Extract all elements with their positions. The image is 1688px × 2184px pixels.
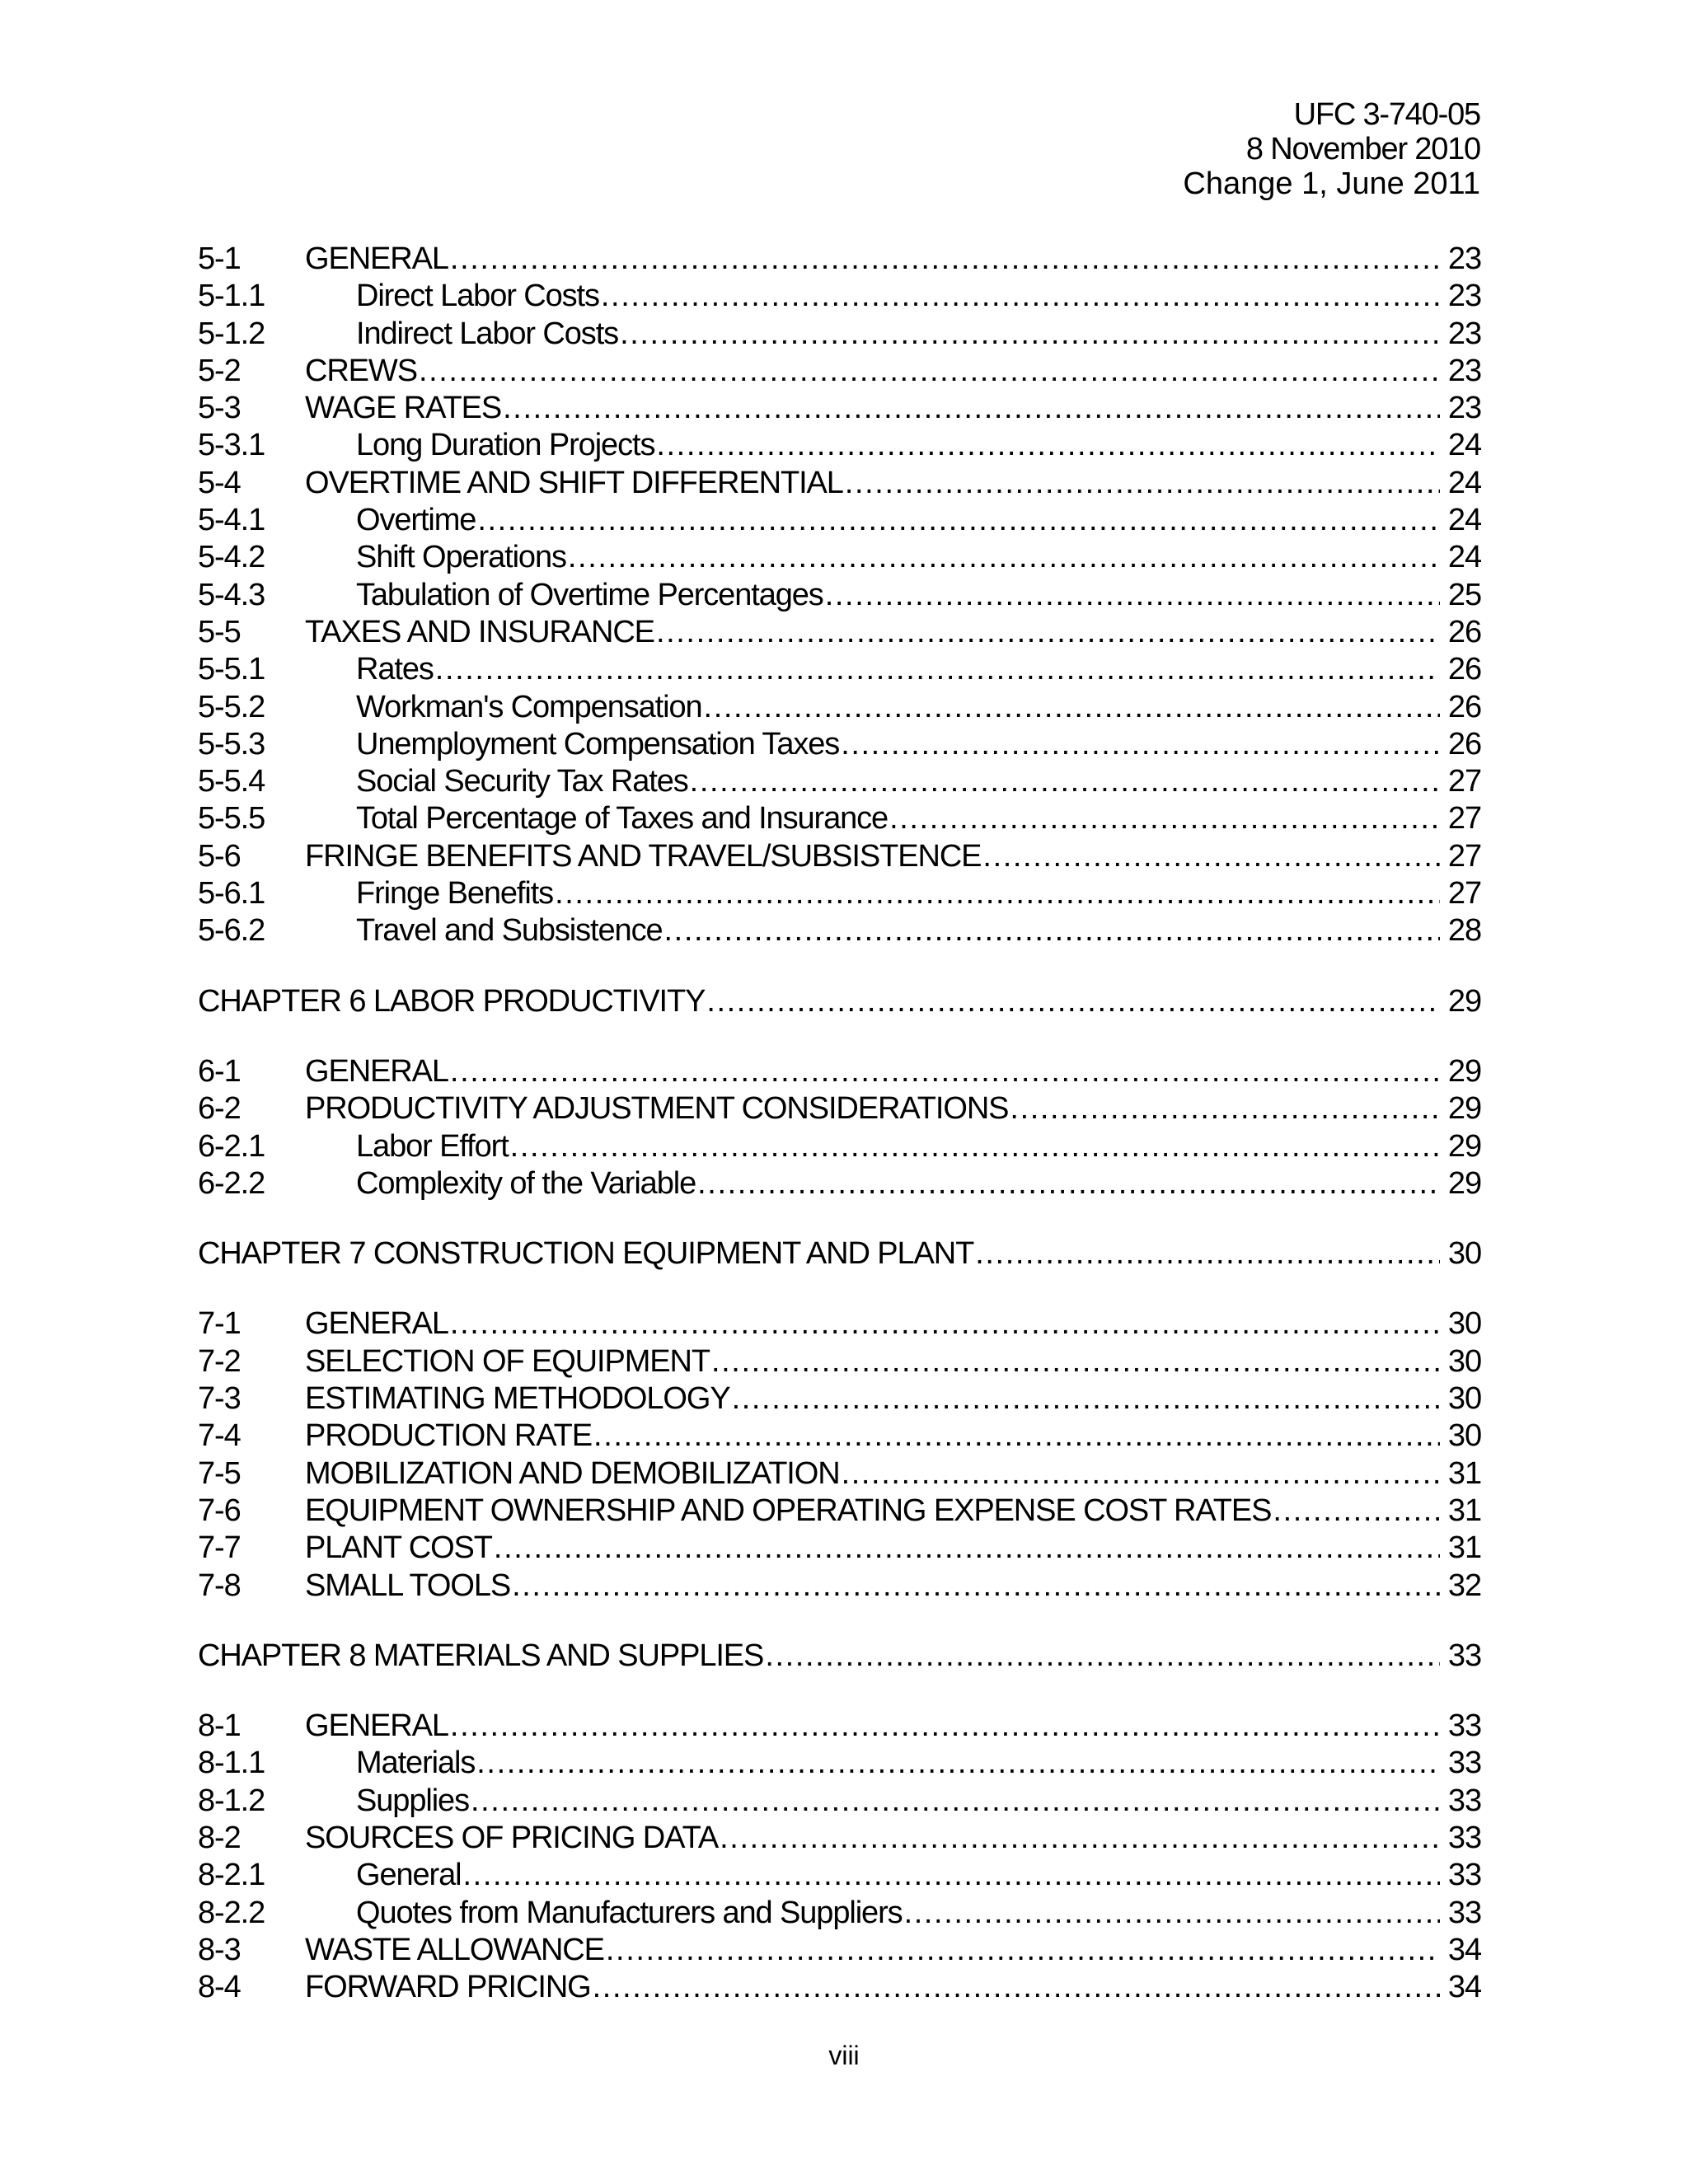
toc-page-number: 27 bbox=[1447, 838, 1481, 874]
dot-leader bbox=[720, 1820, 1440, 1857]
toc-entry bbox=[198, 1455, 1481, 1493]
dot-leader bbox=[593, 1418, 1440, 1455]
toc-section-number: 8-1 bbox=[198, 1708, 241, 1744]
dot-leader bbox=[975, 1235, 1440, 1272]
document-id: UFC 3-740-05 bbox=[1293, 97, 1480, 132]
dot-leader bbox=[568, 539, 1440, 576]
dot-leader bbox=[664, 912, 1441, 949]
toc-section-number: 8-2.1 bbox=[198, 1858, 265, 1893]
toc-page-number: 30 bbox=[1447, 1306, 1481, 1342]
dot-leader bbox=[765, 1638, 1440, 1675]
toc-section-title: OVERTIME AND SHIFT DIFFERENTIAL bbox=[305, 465, 843, 500]
toc-page-number: 33 bbox=[1447, 1746, 1481, 1781]
toc-page-number: 23 bbox=[1447, 241, 1481, 276]
toc-section-title: General bbox=[356, 1858, 462, 1893]
toc-section-title: GENERAL bbox=[305, 241, 448, 276]
dot-leader bbox=[601, 278, 1440, 315]
toc-section-number: 7-8 bbox=[198, 1568, 241, 1603]
toc-section-title: Total Percentage of Taxes and Insurance bbox=[356, 801, 889, 837]
dot-leader bbox=[463, 1857, 1441, 1894]
toc-section-number: 7-3 bbox=[198, 1381, 241, 1417]
toc-page-number: 31 bbox=[1447, 1530, 1481, 1566]
toc-section-title: Travel and Subsistence bbox=[356, 913, 663, 949]
toc-page-number: 24 bbox=[1447, 428, 1481, 463]
dot-leader bbox=[435, 651, 1440, 688]
toc-chapter-row bbox=[198, 1638, 1481, 1675]
toc-page-number: 26 bbox=[1447, 614, 1481, 649]
document-date: 8 November 2010 bbox=[1245, 132, 1480, 166]
toc-entry bbox=[198, 1305, 1481, 1343]
dot-leader bbox=[904, 1895, 1440, 1932]
toc-section-title: Materials bbox=[356, 1746, 476, 1781]
toc-page-number: 31 bbox=[1447, 1493, 1481, 1528]
toc-section-title: WAGE RATES bbox=[305, 391, 502, 426]
toc-section-title: FORWARD PRICING bbox=[305, 1970, 591, 2005]
toc-chapter-title: CHAPTER 8 MATERIALS AND SUPPLIES bbox=[198, 1638, 764, 1673]
toc-entry bbox=[198, 539, 1481, 576]
toc-page-number: 28 bbox=[1447, 913, 1481, 949]
dot-leader bbox=[476, 1745, 1440, 1782]
toc-section-title: Rates bbox=[356, 652, 434, 687]
toc-section-number: 8-3 bbox=[198, 1932, 241, 1967]
dot-leader bbox=[732, 1380, 1440, 1418]
toc-entry bbox=[198, 1343, 1481, 1380]
toc-section-number: 6-2 bbox=[198, 1091, 241, 1127]
toc-section-title: Shift Operations bbox=[356, 540, 566, 575]
toc-section-number: 5-2 bbox=[198, 353, 241, 388]
toc-entry bbox=[198, 577, 1481, 614]
toc-section-title: WASTE ALLOWANCE bbox=[305, 1932, 604, 1967]
toc-entry bbox=[198, 1745, 1481, 1782]
toc-page-number: 23 bbox=[1447, 391, 1481, 426]
dot-leader bbox=[704, 689, 1440, 726]
toc-entry-group bbox=[198, 1305, 1481, 1604]
dot-leader bbox=[477, 502, 1440, 539]
toc-section-number: 5-6 bbox=[198, 838, 241, 874]
dot-leader bbox=[419, 353, 1440, 390]
document-header bbox=[1183, 97, 1480, 201]
toc-section-number: 5-6.2 bbox=[198, 913, 265, 949]
toc-page-number: 30 bbox=[1447, 1381, 1481, 1417]
toc-chapter-heading bbox=[198, 983, 1481, 1020]
toc-entry bbox=[198, 1932, 1481, 1969]
toc-page-number: 29 bbox=[1447, 983, 1481, 1019]
dot-leader bbox=[512, 1568, 1440, 1605]
toc-entry bbox=[198, 1895, 1481, 1932]
toc-section-title: SELECTION OF EQUIPMENT bbox=[305, 1343, 710, 1379]
toc-entry bbox=[198, 1493, 1481, 1530]
dot-leader bbox=[982, 838, 1440, 875]
dot-leader bbox=[450, 1053, 1440, 1090]
toc-page-number: 29 bbox=[1447, 1053, 1481, 1089]
toc-entry bbox=[198, 1530, 1481, 1567]
toc-section-title: TAXES AND INSURANCE bbox=[305, 614, 654, 649]
toc-section-number: 7-5 bbox=[198, 1455, 241, 1491]
toc-page-number: 33 bbox=[1447, 1820, 1481, 1855]
toc-page-number: 26 bbox=[1447, 652, 1481, 687]
toc-entry bbox=[198, 1820, 1481, 1857]
toc-entry bbox=[198, 241, 1481, 278]
toc-section-title: GENERAL bbox=[305, 1306, 448, 1342]
toc-section-title: Workman's Compensation bbox=[356, 689, 702, 724]
toc-entry bbox=[198, 875, 1481, 912]
toc-page-number: 26 bbox=[1447, 726, 1481, 762]
dot-leader bbox=[706, 983, 1440, 1020]
toc-chapter-row bbox=[198, 983, 1481, 1020]
dot-leader bbox=[825, 577, 1440, 614]
toc-section-title: PLANT COST bbox=[305, 1530, 492, 1566]
dot-leader bbox=[450, 1305, 1440, 1343]
toc-section-title: SMALL TOOLS bbox=[305, 1568, 511, 1603]
toc-entry bbox=[198, 1568, 1481, 1605]
toc-section-title: SOURCES OF PRICING DATA bbox=[305, 1820, 719, 1855]
toc-section-title: Complexity of the Variable bbox=[356, 1165, 696, 1201]
toc-entry bbox=[198, 353, 1481, 390]
toc-section-number: 7-1 bbox=[198, 1306, 241, 1342]
toc-entry bbox=[198, 316, 1481, 353]
toc-page-number: 25 bbox=[1447, 577, 1481, 612]
toc-entry bbox=[198, 278, 1481, 315]
toc-section-number: 5-6.1 bbox=[198, 876, 265, 912]
toc-section-number: 5-5 bbox=[198, 614, 241, 649]
toc-page-number: 24 bbox=[1447, 503, 1481, 538]
toc-entry bbox=[198, 838, 1481, 875]
dot-leader bbox=[503, 390, 1440, 427]
toc-page-number: 34 bbox=[1447, 1932, 1481, 1967]
toc-entry bbox=[198, 763, 1481, 800]
toc-entry bbox=[198, 912, 1481, 949]
dot-leader bbox=[620, 316, 1440, 353]
toc-entry bbox=[198, 1380, 1481, 1418]
toc-section-number: 8-2 bbox=[198, 1820, 241, 1855]
toc-chapter-heading bbox=[198, 1235, 1481, 1272]
toc-section-title: PRODUCTIVITY ADJUSTMENT CONSIDERATIONS bbox=[305, 1091, 1009, 1127]
toc-section-title: MOBILIZATION AND DEMOBILIZATION bbox=[305, 1455, 840, 1491]
toc-section-number: 5-3.1 bbox=[198, 428, 265, 463]
toc-section-number: 5-4.2 bbox=[198, 540, 265, 575]
toc-section-number: 5-4 bbox=[198, 465, 241, 500]
toc-section-title: FRINGE BENEFITS AND TRAVEL/SUBSISTENCE bbox=[305, 838, 982, 874]
toc-section-title: Supplies bbox=[356, 1783, 469, 1818]
toc-section-number: 5-5.5 bbox=[198, 801, 265, 837]
toc-page-number: 32 bbox=[1447, 1568, 1481, 1603]
toc-chapter-row bbox=[198, 1235, 1481, 1272]
dot-leader bbox=[494, 1530, 1440, 1567]
toc-section-title: GENERAL bbox=[305, 1053, 448, 1089]
toc-page-number: 29 bbox=[1447, 1091, 1481, 1127]
table-of-contents bbox=[198, 241, 1481, 2006]
page-number: viii bbox=[828, 2041, 860, 2070]
toc-page-number: 33 bbox=[1447, 1708, 1481, 1744]
toc-section-number: 5-5.3 bbox=[198, 726, 265, 762]
toc-section-title: EQUIPMENT OWNERSHIP AND OPERATING EXPENSE COST RATES bbox=[305, 1493, 1272, 1528]
dot-leader bbox=[593, 1969, 1440, 2006]
toc-entry bbox=[198, 800, 1481, 837]
toc-section-number: 5-5.2 bbox=[198, 689, 265, 724]
toc-page-number: 34 bbox=[1447, 1970, 1481, 2005]
toc-page-number: 23 bbox=[1447, 353, 1481, 388]
toc-section-number: 8-4 bbox=[198, 1970, 241, 2005]
dot-leader bbox=[1010, 1090, 1440, 1127]
toc-section-title: Social Security Tax Rates bbox=[356, 764, 688, 799]
dot-leader bbox=[1273, 1493, 1440, 1530]
toc-page-number: 23 bbox=[1447, 316, 1481, 351]
toc-page-number: 27 bbox=[1447, 801, 1481, 837]
toc-section-number: 7-2 bbox=[198, 1343, 241, 1379]
toc-entry bbox=[198, 1783, 1481, 1820]
toc-section-title: Indirect Labor Costs bbox=[356, 316, 619, 351]
toc-entry bbox=[198, 1165, 1481, 1202]
toc-section-number: 6-2.2 bbox=[198, 1165, 265, 1201]
toc-section-number: 5-1.1 bbox=[198, 279, 265, 314]
toc-section-number: 5-4.1 bbox=[198, 503, 265, 538]
dot-leader bbox=[711, 1343, 1440, 1380]
dot-leader bbox=[555, 875, 1440, 912]
dot-leader bbox=[510, 1128, 1440, 1165]
toc-entry bbox=[198, 390, 1481, 427]
toc-section-title: Overtime bbox=[356, 503, 476, 538]
toc-entry bbox=[198, 726, 1481, 763]
toc-section-title: Unemployment Compensation Taxes bbox=[356, 726, 840, 762]
dot-leader bbox=[690, 763, 1440, 800]
dot-leader bbox=[656, 427, 1440, 464]
toc-chapter-heading bbox=[198, 1638, 1481, 1675]
toc-section-title: CREWS bbox=[305, 353, 417, 388]
toc-section-title: ESTIMATING METHODOLOGY bbox=[305, 1381, 730, 1417]
toc-page-number: 29 bbox=[1447, 1128, 1481, 1164]
toc-section-number: 5-3 bbox=[198, 391, 241, 426]
toc-section-title: Labor Effort bbox=[356, 1128, 509, 1164]
dot-leader bbox=[656, 614, 1440, 651]
toc-page-number: 30 bbox=[1447, 1236, 1481, 1272]
toc-page-number: 33 bbox=[1447, 1783, 1481, 1818]
toc-entry bbox=[198, 1969, 1481, 2006]
toc-page-number: 33 bbox=[1447, 1858, 1481, 1893]
dot-leader bbox=[841, 726, 1440, 763]
toc-entry bbox=[198, 502, 1481, 539]
toc-section-number: 5-1 bbox=[198, 241, 241, 276]
toc-section-number: 7-6 bbox=[198, 1493, 241, 1528]
toc-section-number: 8-1.2 bbox=[198, 1783, 265, 1818]
dot-leader bbox=[845, 465, 1440, 502]
toc-section-number: 5-5.1 bbox=[198, 652, 265, 687]
toc-entry bbox=[198, 1418, 1481, 1455]
toc-page-number: 24 bbox=[1447, 465, 1481, 500]
toc-section-number: 7-7 bbox=[198, 1530, 241, 1566]
dot-leader bbox=[450, 241, 1440, 278]
dot-leader bbox=[889, 800, 1440, 837]
toc-section-number: 6-2.1 bbox=[198, 1128, 265, 1164]
toc-section-title: Long Duration Projects bbox=[356, 428, 655, 463]
toc-entry bbox=[198, 689, 1481, 726]
toc-section-number: 5-4.3 bbox=[198, 577, 265, 612]
toc-page-number: 24 bbox=[1447, 540, 1481, 575]
toc-page-number: 23 bbox=[1447, 279, 1481, 314]
toc-section-title: Quotes from Manufacturers and Suppliers bbox=[356, 1895, 903, 1930]
toc-entry bbox=[198, 651, 1481, 688]
toc-entry-group bbox=[198, 241, 1481, 950]
dot-leader bbox=[606, 1932, 1440, 1969]
toc-page-number: 30 bbox=[1447, 1418, 1481, 1454]
dot-leader bbox=[842, 1455, 1440, 1493]
toc-section-title: GENERAL bbox=[305, 1708, 448, 1744]
toc-section-number: 5-1.2 bbox=[198, 316, 265, 351]
toc-entry bbox=[198, 1053, 1481, 1090]
toc-chapter-title: CHAPTER 7 CONSTRUCTION EQUIPMENT AND PLANT bbox=[198, 1236, 974, 1272]
toc-chapter-title: CHAPTER 6 LABOR PRODUCTIVITY bbox=[198, 983, 706, 1019]
toc-section-number: 5-5.4 bbox=[198, 764, 265, 799]
toc-page-number: 33 bbox=[1447, 1638, 1481, 1673]
toc-entry bbox=[198, 427, 1481, 464]
toc-page-number: 30 bbox=[1447, 1343, 1481, 1379]
toc-page-number: 33 bbox=[1447, 1895, 1481, 1930]
toc-section-number: 6-1 bbox=[198, 1053, 241, 1089]
toc-section-title: Direct Labor Costs bbox=[356, 279, 599, 314]
toc-page-number: 31 bbox=[1447, 1455, 1481, 1491]
toc-page-number: 27 bbox=[1447, 764, 1481, 799]
toc-entry bbox=[198, 1128, 1481, 1165]
dot-leader bbox=[697, 1165, 1440, 1202]
toc-section-title: Tabulation of Overtime Percentages bbox=[356, 577, 823, 612]
change-notice: Change 1, June 2011 bbox=[1183, 166, 1480, 201]
toc-entry bbox=[198, 1857, 1481, 1894]
toc-page-number: 27 bbox=[1447, 876, 1481, 912]
toc-entry bbox=[198, 465, 1481, 502]
toc-section-number: 7-4 bbox=[198, 1418, 241, 1454]
toc-entry bbox=[198, 614, 1481, 651]
toc-section-number: 8-1.1 bbox=[198, 1746, 265, 1781]
toc-page-number: 29 bbox=[1447, 1165, 1481, 1201]
toc-section-title: PRODUCTION RATE bbox=[305, 1418, 593, 1454]
toc-entry bbox=[198, 1708, 1481, 1745]
toc-entry bbox=[198, 1090, 1481, 1127]
dot-leader bbox=[450, 1708, 1440, 1745]
dot-leader bbox=[471, 1783, 1440, 1820]
toc-section-title: Fringe Benefits bbox=[356, 876, 554, 912]
toc-page-number: 26 bbox=[1447, 689, 1481, 724]
toc-section-number: 8-2.2 bbox=[198, 1895, 265, 1930]
toc-entry-group bbox=[198, 1053, 1481, 1202]
toc-entry-group bbox=[198, 1708, 1481, 2006]
